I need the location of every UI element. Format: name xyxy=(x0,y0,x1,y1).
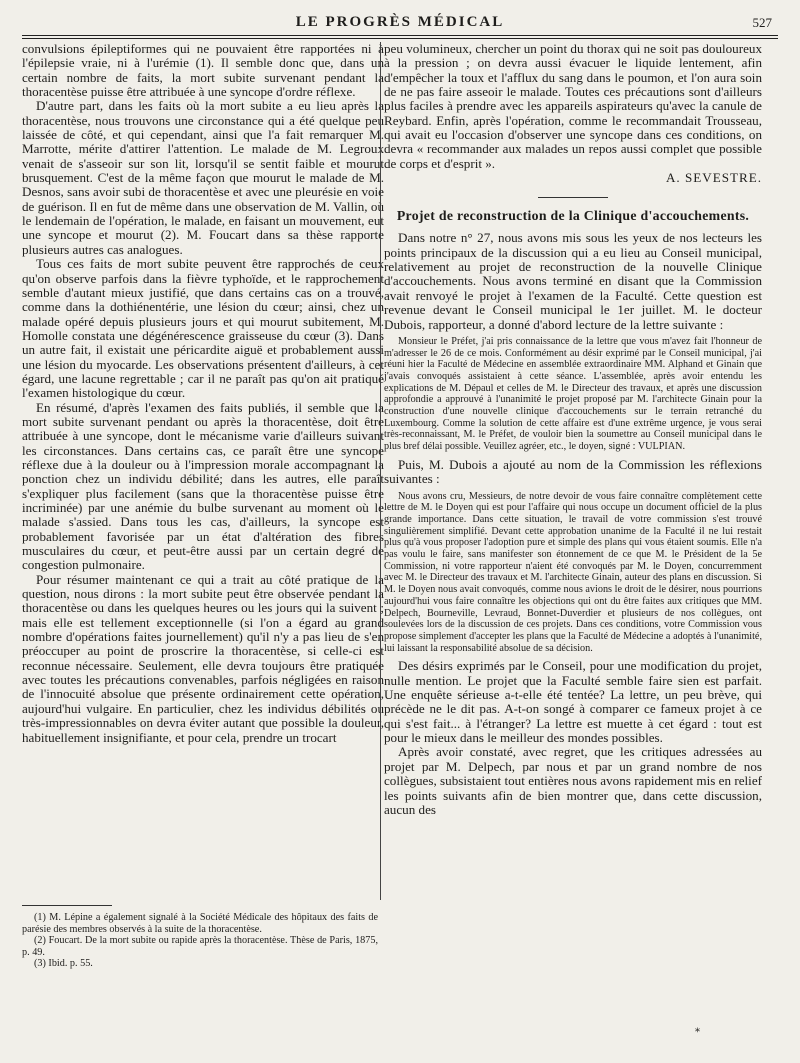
column-divider xyxy=(380,42,381,900)
commission-text: Nous avons cru, Messieurs, de notre devoir de vous faire connaître complètement cette lettre de M. le Doyen qui est pour l'affaire qui nous occupe un document officiel de la plus grande importance. Dans cette situation, le travail de votre commission s'est trouvé singulièrement simplifié. Devant cette approbation unanime de la Faculté il ne lui restait plus qu'à vous proposer l'adoption pure et simple des plans qui vous étaient soumis. Elle n'a pas voulu le faire, sans manifester son étonnement de ce que M. le Président de la 5e Commission, ni votre rapporteur n'aient été convoqués par M. le Doyen, concurremment avec M. le Directeur des travaux et M. l'architecte Ginain, auteur des plans en discussion. Si M. le Doyen nous avait convoqués, comme nous avions le droit de le désirer, nous pourrions aujourd'hui vous faire connaître les objections qui ont du être faites aux critiques que MM. Delpech, Bourneville, Levraud, Bonnet-Duverdier et plusieurs de nos collègues, ont soulevées lors de la discussion de ces projets. Dans ces conditions, votre Commission vous propose simplement d'accepter les plans que la Faculté de Médecine a adoptés à l'unanimité, lui laissant la responsabilité absolue de sa décision. xyxy=(384,490,762,654)
end-mark: * xyxy=(695,1027,700,1038)
section-divider xyxy=(538,197,608,198)
footnote-rule xyxy=(22,905,112,906)
left-paragraph: D'autre part, dans les faits où la mort subite a eu lieu après la thoracentèse, nous trouvons une circonstance qui a été quelque peu laissée de côté, et qui cependant, ainsi que l'a fait remarquer M. Marrotte, mérite d'attirer l'attention. Le malade de M. Legroux venait de s'asseoir sur son lit, lorsqu'il se sentit faible et mourut brusquement. C'est de la même façon que mourut le malade de M. Desnos, sans avoir subi de thoracentèse et avec une pleurésie en voie de guérison. Il en fut de même dans une observation de M. Vallin, où le lendemain de l'opération, le malade, en faisant un mouvement, eut une syncope et mourut (2). M. Foucart dans sa thèse rapporte plusieurs autres cas analogues. xyxy=(22,98,384,257)
page-header xyxy=(22,14,778,36)
right-paragraph: Après avoir constaté, avec regret, que les critiques adressées au projet par M. Delpech, par nous et par un grand nombre de nos collègues, subsistaient tout entières nous avons rapidement mis en relief les points suivants afin de bien montrer que, dans cette discussion, aucun des xyxy=(384,744,762,817)
letter-text: Monsieur le Préfet, j'ai pris connaissance de la lettre que vous m'avez fait l'honneur de m'adresser le 26 de ce mois. Conformément au désir exprimé par le Conseil municipal, j'ai réuni hier la Faculté de Médecine en assemblée extraordinaire MM. Alphand et Ginain que j'avais convoqués assistaient à cette séance. L'assemblée, après avoir entendu les explications de M. Dépaul et celles de M. le Directeur des travaux, et après une discussion approfondie a approuvé à l'unanimité le projet proposé par M. l'architecte Ginain pour la construction d'une nouvelle clinique d'accouchements sur le terrain retranché du Luxembourg. Comme la solution de cette affaire est d'une extrême urgence, je vous serai très-reconnaissant, M. le Préfet, de vouloir bien la soumettre au Conseil municipal dans le plus bref délai possible. Veuillez agréer, etc., le doyen, signé : VULPIAN. xyxy=(384,335,762,453)
footnote: (3) Ibid. p. 55. xyxy=(34,958,93,970)
page-number: 527 xyxy=(752,15,772,30)
right-paragraph: Des désirs exprimés par le Conseil, pour une modification du projet, nulle mention. Le projet que la Faculté semble faire sien est parfait. Une enquête sérieuse a-t-elle été tentée? La lettre, un peu brève, qui précède ne le dit pas. A-t-on songé à comparer ce fameux projet à ce qui s'est fait... à l'étranger? La lettre est muette à cet égard : tout est pour le mieux dans le meilleur des mondes possibles. xyxy=(384,658,762,746)
left-paragraph: Pour résumer maintenant ce qui a trait au côté pratique de la question, nous dirons : la mort subite peut être observée pendant la thoracentèse ou dans les quelques heures ou les jours qui la suivent ; mais elle est tellement exceptionnelle (si l'on a égard au grand nombre d'opérations faites journellement) qu'il n'y a pas lieu de s'en préoccuper au point de proscrire la thoracentèse, si celle-ci est reconnue nécessaire. Seulement, elle devra toujours être pratiquée avec toutes les précautions convenables, parfois négligées en raison de l'innocuité absolue que présente ordinairement cette opération, aujourd'hui vulgaire. En particulier, chez les individus débilités ou très-impressionnables on devra éviter autant que possible la douleur, habituellement insignifiante, et pour cela, prendre un trocart xyxy=(22,571,384,745)
left-paragraph: Tous ces faits de mort subite peuvent être rapprochés de ceux qu'on observe parfois dans la fièvre typhoïde, et le rapprochement semble d'autant mieux justifié, que dans certains cas on a trouvé, comme dans la dothiénentérie, une lésion du cœur; ainsi, chez un malade opéré depuis plusieurs jours et qui mourut subitement, M. Homolle constata une dégénérescence graisseuse du cœur (3). Dans un autre fait, il existait une péricardite aiguë et probablement aussi une lésion du myocarde. Les observations présentent d'ailleurs, à cet égard, une lacune regrettable ; car il ne paraît pas qu'on ait pratiqué l'examen histologique du cœur. xyxy=(22,256,384,401)
footnotes xyxy=(22,912,378,970)
footnote: (1) M. Lépine a également signalé à la Société Médicale des hôpitaux des faits de parésie des membres observés à la suite de la thoracentèse. xyxy=(22,912,378,935)
footnote: (2) Foucart. De la mort subite ou rapide après la thoracentèse. Thèse de Paris, 1875, p. 49. xyxy=(22,935,378,958)
quoted-letter xyxy=(384,336,762,453)
right-paragraph: Puis, M. Dubois a ajouté au nom de la Commission les réflexions suivantes : xyxy=(384,456,762,487)
author-signature: A. SEVESTRE. xyxy=(665,170,762,186)
right-paragraph: Dans notre n° 27, nous avons mis sous les yeux de nos lecteurs les points principaux de la discussion qui a eu lieu au Conseil municipal, relativement au projet de reconstruction de la nouvelle Clinique d'accouchements. Nous avons terminé en disant que la Commission avait renvoyé le projet à l'examen de la Faculté. Cette question est revenue devant le Conseil municipal le 1er juillet. M. le docteur Dubois, rapporteur, a donné d'abord lecture de la lettre suivante : xyxy=(384,230,762,332)
article-title: Projet de reconstruction de la Clinique d'accouchements. xyxy=(396,208,750,224)
left-column xyxy=(22,42,384,745)
left-paragraph: convulsions épileptiformes qui ne pouvaient être rapportées ni à l'épilepsie vraie, ni à l'urémie (1). Il semble donc que, dans un certain nombre de faits, la mort subite survenant pendant la thoracentèse puisse être attribuée à une syncope d'ordre réflexe. xyxy=(22,41,384,100)
commission-statement xyxy=(384,491,762,655)
right-column xyxy=(384,42,762,817)
journal-title: LE PROGRÈS MÉDICAL xyxy=(295,14,505,30)
right-paragraph: peu volumineux, chercher un point du thorax qui ne soit pas douloureux à la pression ; on devra aussi évacuer le liquide lentement, afin d'empêcher la toux et l'afflux du sang dans le poumon, et l'on aura soin de ne pas faire asseoir le malade. Toutes ces précautions sont d'ailleurs plus faciles à prendre avec les appareils aspirateurs qu'avec la canule de Reybard. Enfin, après l'opération, comme le recommandait Trousseau, qui avait eu l'occasion d'observer une syncope dans ces conditions, on devra « recommander aux malades un repos aussi complet que possible de corps et d'esprit ». xyxy=(384,41,762,171)
header-rule xyxy=(22,35,778,39)
left-paragraph: En résumé, d'après l'examen des faits publiés, il semble que la mort subite survenant pendant ou après la thoracentèse, doit être attribuée à une syncope, dont le mécanisme varie d'ailleurs suivant les circonstances. Dans certains cas, ce paraît être une syncope réflexe due à la douleur ou à l'impression morale accompagnant la ponction chez un individu débilité; dans les autres, elle paraît s'expliquer plus facilement (sans que la thoracentèse puisse être incriminée) par une anémie du bulbe survenant au moment où le malade s'assied. Dans tous les cas, d'ailleurs, la syncope est probablement favorisée par un état d'altération des fibres musculaires du cœur, et peut-être aussi par un certain degré de congestion pulmonaire. xyxy=(22,399,384,573)
